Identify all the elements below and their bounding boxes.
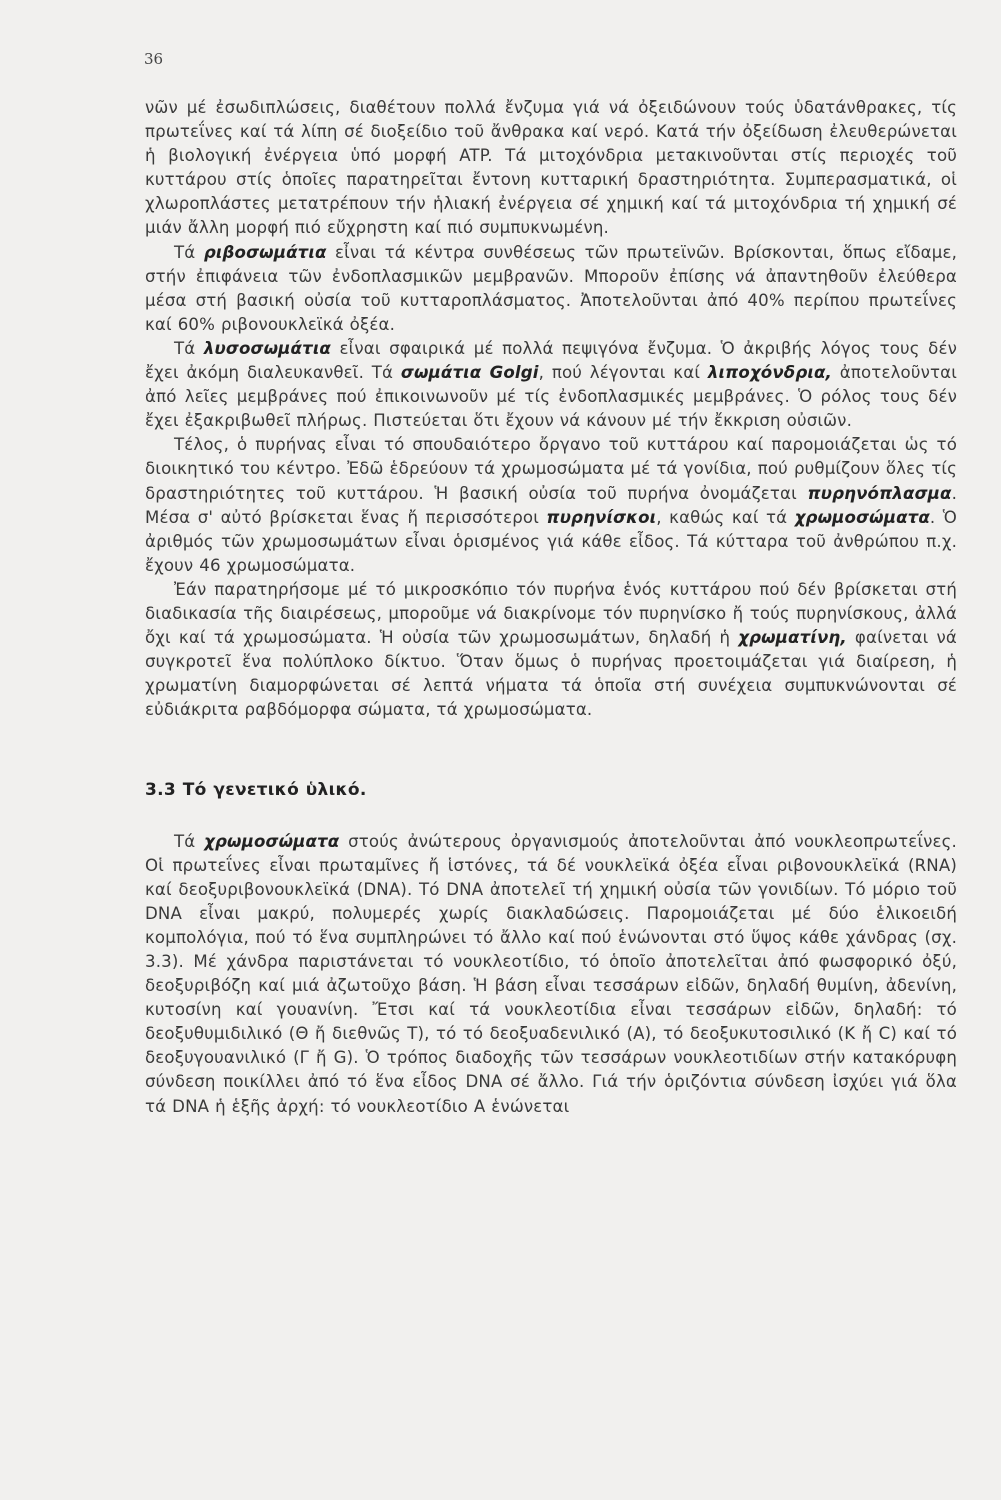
page-body — [145, 96, 957, 1119]
section-heading: 3.3 Τό γενετικό ὑλικό. — [145, 780, 367, 801]
paragraph-text: εἶναι τά κέντρα συνθέσεως τῶν πρωτεϊνῶν. Βρίσκονται, ὅπως εἴδαμε, στήν ἐπιφάνεια τῶν ἐνδοπλασμικῶν μεμβρανῶν. Μποροῦν ἐπίσης νά ἀπαντηθοῦν ἐλεύθερα μέσα στή βασική οὐσία τοῦ κυτταροπλάσματος. Ἀποτελοῦνται ἀπό 40% περίπου πρωτεΐνες καί 60% ριβονουκλεϊκά ὀξέα. — [145, 242, 957, 334]
paragraph-mitochondria — [145, 96, 957, 241]
paragraph-lysosomes — [145, 337, 957, 433]
paragraph-text: Τά — [174, 242, 204, 262]
paragraph-text: Τά — [174, 338, 204, 358]
paragraph-text: φαίνεται νά συγκροτεῖ ἕνα πολύπλοκο δίκτυο. Ὅταν ὅμως ὁ πυρήνας προετοιμάζεται γιά διαίρεση, ἡ χρωματίνη διαμορφώνεται σέ λεπτά νήματα τά ὁποῖα στή συνέχεια συμπυκνώνονται σέ εὐδιάκριτα ραβδόμορφα σώματα, τά χρωμοσώματα. — [145, 628, 957, 720]
paragraph-text: , πού λέγονται καί — [538, 363, 708, 383]
term-lipochondria: λιποχόνδρια, — [707, 363, 833, 383]
paragraph-text: στούς ἀνώτερους ὀργανισμούς ἀποτελοῦνται ἀπό νουκλεοπρωτεΐνες. Οἱ πρωτεΐνες εἶναι πρωταμῖνες ἤ ἱστόνες, τά δέ νουκλεϊκά ὀξέα εἶναι ριβονουκλεϊκά (RNA) καί δεοξυριβονουκλεϊκά (DNA). Τό DNA ἀποτελεῖ τή χημική οὐσία τῶν γονιδίων. Τό μόριο τοῦ DNA εἶναι μακρύ, πολυμερές χωρίς διακλαδώσεις. Παρομοιάζεται μέ δύο ἑλικοειδή κομπολόγια, πού τό ἕνα συμπληρώνει τό ἄλλο καί πού ἑνώνονται στό ὕψος κάθε χάνδρας (σχ. 3.3). Μέ χάνδρα παριστάνεται τό νουκλεοτίδιο, τό ὁποῖο ἀποτελεῖται ἀπό φωσφορικό ὀξύ, δεοξυριβόζη καί μιά ἀζωτοῦχο βάση. Ἡ βάση εἶναι τεσσάρων εἰδῶν, δηλαδή θυμίνη, ἀδενίνη, κυτοσίνη καί γουανίνη. Ἔτσι καί τά νουκλεοτίδια εἶναι τεσσάρων εἰδῶν, δηλαδή: τό δεοξυθυμιδιλικό (Θ ἤ διεθνῶς T), τό τό δεοξυαδενιλικό (A), τό δεοξυκυτοσιλικό (K ἤ C) καί τό δεοξυγουανιλικό (Γ ἤ G). Ὁ τρόπος διαδοχῆς τῶν τεσσάρων νουκλεοτιδίων στήν κατακόρυφη σύνδεση ποικίλλει ἀπό τό ἕνα εἶδος DNA σέ ἄλλο. Γιά τήν ὁριζόντια σύνδεση ἰσχύει γιά ὅλα τά DNA ἡ ἑξῆς ἀρχή: τό νουκλεοτίδιο A ἑνώνεται — [145, 831, 957, 1116]
paragraph-text: ἀποτελοῦνται ἀπό λεῖες μεμβράνες πού ἐπικοινωνοῦν μέ τίς ἐνδοπλασμικές μεμβράνες. Ὁ ρόλος τους δέν ἔχει ἐξακριβωθεῖ πλήρως. Πιστεύεται ὅτι ἔχουν νά κάνουν μέ τήν ἔκκριση οὐσιῶν. — [145, 363, 958, 431]
paragraph-text: . Ὁ ἀριθμός τῶν χρωμοσωμάτων εἶναι ὁρισμένος γιά κάθε εἶδος. Τά κύτταρα τοῦ ἀνθρώπου π.χ. ἔχουν 46 χρωμοσώματα. — [145, 507, 957, 575]
paragraph-text: Τά — [174, 831, 205, 851]
paragraph-ribosomes — [145, 241, 957, 337]
page-number: 36 — [144, 50, 164, 68]
paragraph-text: εἶναι σφαιρικά μέ πολλά πεψιγόνα ἔνζυμα. Ὁ ἀκριβής λόγος τους δέν ἔχει ἀκόμη διαλευκανθεῖ. Τά — [145, 338, 957, 383]
paragraph-nucleus — [145, 433, 957, 578]
paragraph-genetic-material — [145, 830, 957, 1119]
paragraph-chromatin — [145, 578, 957, 723]
term-lysosomes: λυσοσωμάτια — [203, 338, 331, 358]
paragraph-text: νῶν μέ ἐσωδιπλώσεις, διαθέτουν πολλά ἔνζυμα γιά νά ὀξειδώνουν τούς ὑδατάνθρακες, τίς πρωτεΐνες καί τά λίπη σέ διοξείδιο τοῦ ἄνθρακα καί νερό. Κατά τήν ὀξείδωση ἐλευθερώνεται ἡ βιολογική ἐνέργεια ὑπό μορφή ATP. Τά μιτοχόνδρια μετακινοῦνται στίς περιοχές τοῦ κυττάρου στίς ὁποῖες παρατηρεῖται ἔντονη κυτταρική δραστηριότητα. Συμπερασματικά, οἱ χλωροπλάστες μετατρέπουν τήν ἡλιακή ἐνέργεια σέ χημική καί τά μιτοχόνδρια τή χημική σέ μιάν ἄλλη μορφή πιό εὔχρηστη καί πιό συμπυκνωμένη. — [145, 98, 957, 238]
term-nucleoli: πυρηνίσκοι — [546, 507, 657, 527]
paragraph-text: , καθώς καί τά — [656, 507, 795, 527]
paragraph-text: . Μέσα σ' αὐτό βρίσκεται ἕνας ἤ περισσότεροι — [145, 483, 957, 527]
term-ribosomes: ριβοσωμάτια — [203, 242, 327, 262]
paragraph-text: Ἐάν παρατηρήσομε μέ τό μικροσκόπιο τόν πυρήνα ἑνός κυττάρου πού δέν βρίσκεται στή διαδικασία τῆς διαιρέσεως, μποροῦμε νά διακρίνομε τόν πυρηνίσκο ἤ τούς πυρηνίσκους, ἀλλά ὄχι καί τά χρωμοσώματα. Ἡ οὐσία τῶν χρωμοσωμάτων, δηλαδή ἡ — [145, 579, 957, 648]
term-golgi: σωμάτια Golgi — [400, 363, 539, 383]
term-chromosomes: χρωμοσώματα — [204, 831, 340, 851]
paragraph-text: Τέλος, ὁ πυρήνας εἶναι τό σπουδαιότερο ὄργανο τοῦ κυττάρου καί παρομοιάζεται ὡς τό διοικητικό του κέντρο. Ἐδῶ ἑδρεύουν τά χρωμοσώματα μέ τά γονίδια, πού ρυθμίζουν ὅλες τίς δραστηριότητες τοῦ κυττάρου. Ἡ βασική οὐσία τοῦ πυρήνα ὀνομάζεται — [145, 435, 957, 503]
term-chromosomes: χρωμοσώματα — [794, 507, 930, 527]
term-chromatin: χρωματίνη, — [738, 628, 847, 648]
term-nucleoplasm: πυρηνόπλασμα — [807, 483, 952, 503]
